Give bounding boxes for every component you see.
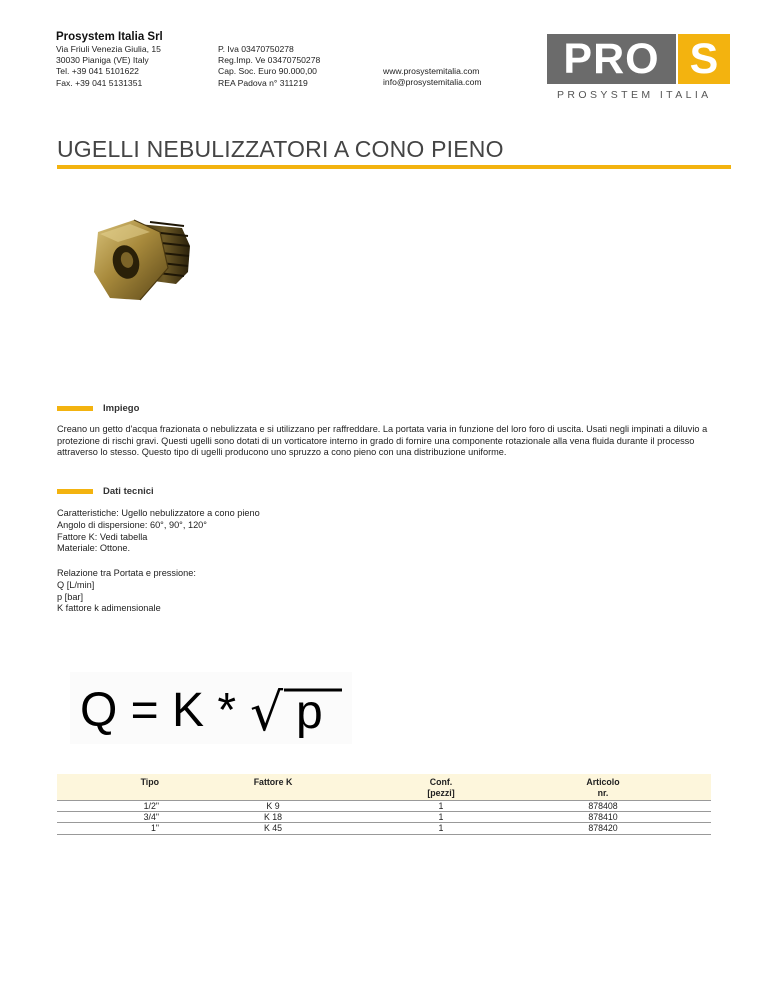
relation-line: K fattore k adimensionale xyxy=(57,603,161,614)
formula-sqrt: √ xyxy=(250,683,284,743)
logo-s-block: S xyxy=(678,34,730,84)
company-registration xyxy=(218,44,320,89)
col-header-articolo: Articolo nr. xyxy=(495,774,711,801)
nozzle-table xyxy=(57,774,711,835)
company-name: Prosystem Italia Srl xyxy=(56,31,163,43)
cell-tipo: 3/4" xyxy=(57,812,159,823)
cell-fattore-k: K 9 xyxy=(159,801,387,812)
registration-line: Cap. Soc. Euro 90.000,00 xyxy=(218,66,317,77)
formula-variable: p xyxy=(296,686,323,739)
table-header-row xyxy=(57,774,711,801)
spec-line: Materiale: Ottone. xyxy=(57,543,131,554)
phone-line: Tel. +39 041 5101622 xyxy=(56,66,139,77)
address-line: Via Friuli Venezia Giulia, 15 xyxy=(56,44,161,54)
cell-conf: 1 xyxy=(387,812,495,823)
cell-tipo: 1" xyxy=(57,823,159,834)
cell-articolo: 878420 xyxy=(495,823,711,834)
logo-subtitle: PROSYSTEM ITALIA xyxy=(557,89,712,101)
technical-specs xyxy=(57,508,260,555)
section-marker xyxy=(57,489,93,494)
cell-conf: 1 xyxy=(387,801,495,812)
registration-line: P. Iva 03470750278 xyxy=(218,44,294,54)
relation-line: Q [L/min] xyxy=(57,579,95,590)
relation-line: p [bar] xyxy=(57,591,84,602)
cell-articolo: 878410 xyxy=(495,812,711,823)
registration-line: REA Padova n° 311219 xyxy=(218,77,308,88)
logo-pro-block: PRO xyxy=(547,34,676,84)
flow-formula-image xyxy=(70,672,352,744)
page-title: UGELLI NEBULIZZATORI A CONO PIENO xyxy=(57,136,504,162)
section-marker xyxy=(57,406,93,411)
address-line: 30030 Pianiga (VE) Italy xyxy=(56,55,149,66)
brass-nozzle-image xyxy=(90,210,200,312)
company-address xyxy=(56,44,161,89)
section-heading-impiego: Impiego xyxy=(103,403,140,414)
col-header-conf: Conf. [pezzi] xyxy=(387,774,495,801)
table-row xyxy=(57,823,711,834)
cell-fattore-k: K 18 xyxy=(159,812,387,823)
col-header-tipo: Tipo xyxy=(57,774,159,801)
cell-conf: 1 xyxy=(387,823,495,834)
cell-fattore-k: K 45 xyxy=(159,823,387,834)
spec-line: Caratteristiche: Ugello nebulizzatore a cono pieno xyxy=(57,508,260,518)
flow-pressure-relation xyxy=(57,568,196,615)
spec-line: Fattore K: Vedi tabella xyxy=(57,531,148,542)
formula-lhs: Q = K * xyxy=(80,684,237,737)
table-row xyxy=(57,801,711,812)
col-header-fattore-k: Fattore K xyxy=(159,774,387,801)
cell-tipo: 1/2" xyxy=(57,801,159,812)
section-heading-dati-tecnici: Dati tecnici xyxy=(103,486,154,497)
spec-line: Angolo di dispersione: 60°, 90°, 120° xyxy=(57,519,207,530)
registration-line: Reg.Imp. Ve 03470750278 xyxy=(218,55,321,66)
fax-line: Fax. +39 041 5131351 xyxy=(56,77,143,88)
company-contacts xyxy=(383,66,482,88)
table-row xyxy=(57,812,711,823)
email-link[interactable]: info@prosystemitalia.com xyxy=(383,77,482,88)
prosystem-logo xyxy=(547,34,730,104)
title-divider xyxy=(57,165,731,169)
impiego-text: Creano un getto d'acqua frazionata o nebulizzata e si utilizzano per raffreddare. La portata varia in funzione del loro foro di uscita. Usati negli impinati a diluvio a protezione di rischi gravi. Questi ugelli sono dotati di un vorticatore interno in grado di fornire una componente rotazionale alla vena fluida durante il processo attraverso lo stesso. Questo tipo di ugelli producono uno spruzzo a cono pieno con una distribuzione uniforme. xyxy=(57,424,708,458)
website-link[interactable]: www.prosystemitalia.com xyxy=(383,66,480,76)
cell-articolo: 878408 xyxy=(495,801,711,812)
relation-line: Relazione tra Portata e pressione: xyxy=(57,568,196,578)
